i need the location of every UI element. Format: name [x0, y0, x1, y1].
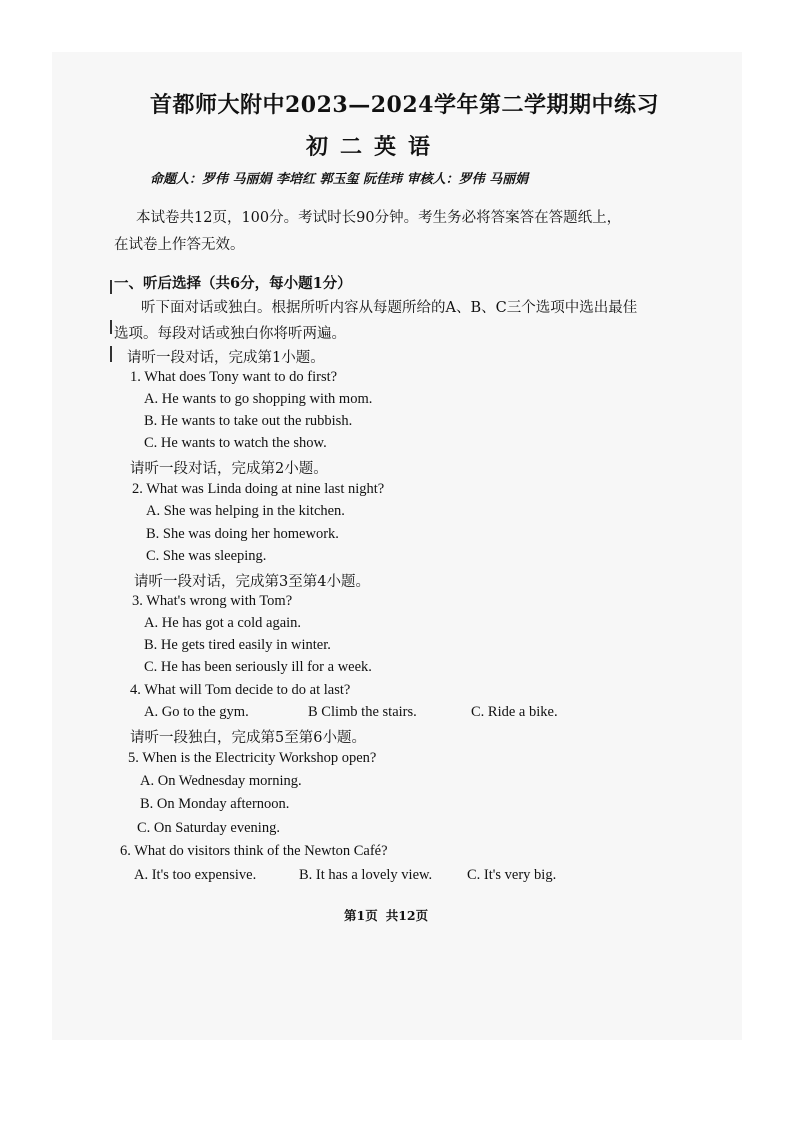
page-footer	[344, 906, 436, 924]
group-instruction: 请听一段对话，完成第2小题。	[130, 461, 328, 477]
page-number: 第1页	[344, 908, 378, 923]
question-option: C. He has been seriously ill for a week.	[144, 659, 372, 675]
exam-subject: 初二英语	[306, 134, 443, 160]
section-directions-1: 听下面对话或独白。根据所听内容从每题所给的A、B、C三个选项中选出最佳	[141, 300, 638, 316]
page-total: 共12页	[385, 908, 429, 923]
question-stem: 4. What will Tom decide to do at last?	[130, 682, 351, 698]
scan-edge-mark	[110, 320, 112, 334]
exam-authors: 命题人：罗伟 马丽娟 李培红 郭玉玺 阮佳玮 审核人：罗伟 马丽娟	[150, 172, 529, 187]
question-stem: 1. What does Tony want to do first?	[130, 369, 338, 385]
section-heading: 一、听后选择（共6分，每小题1分）	[114, 275, 352, 292]
question-stem: 6. What do visitors think of the Newton Café?	[120, 843, 388, 859]
question-option: B. He gets tired easily in winter.	[144, 637, 331, 653]
question-option: C. She was sleeping.	[146, 548, 267, 564]
question-option: B Climb the stairs.	[308, 704, 417, 720]
question-option: A. Go to the gym.	[144, 704, 249, 720]
question-option: B. On Monday afternoon.	[140, 796, 290, 812]
group-instruction: 请听一段独白，完成第5至第6小题。	[130, 730, 366, 746]
exam-title: 首都师大附中2023—2024学年第二学期期中练习	[150, 92, 659, 118]
question-option: B. He wants to take out the rubbish.	[144, 413, 353, 429]
question-option: A. He has got a cold again.	[144, 615, 302, 631]
group-instruction: 请听一段对话，完成第3至第4小题。	[134, 574, 370, 590]
question-option: B. She was doing her homework.	[146, 526, 339, 542]
question-stem: 5. When is the Electricity Workshop open?	[128, 750, 377, 766]
question-option: B. It has a lovely view.	[299, 867, 433, 883]
section-directions-2: 选项。每段对话或独白你将听两遍。	[114, 326, 346, 342]
scan-edge-mark	[110, 346, 112, 362]
question-option: A. He wants to go shopping with mom.	[144, 391, 373, 407]
question-option: A. It's too expensive.	[134, 867, 257, 883]
question-option: C. He wants to watch the show.	[144, 435, 327, 451]
question-option: A. She was helping in the kitchen.	[146, 503, 345, 519]
question-option: C. Ride a bike.	[471, 704, 558, 720]
intro-line-1: 本试卷共12页，100分。考试时长90分钟。考生务必将答案答在答题纸上，	[136, 210, 622, 226]
question-option: C. It's very big.	[467, 867, 557, 883]
group-instruction: 请听一段对话，完成第1小题。	[127, 350, 325, 366]
question-option: C. On Saturday evening.	[137, 820, 280, 836]
question-stem: 2. What was Linda doing at nine last night?	[132, 481, 385, 497]
question-stem: 3. What's wrong with Tom?	[132, 593, 293, 609]
question-option: A. On Wednesday morning.	[140, 773, 302, 789]
intro-line-2: 在试卷上作答无效。	[114, 237, 245, 253]
scan-edge-mark	[110, 280, 112, 294]
